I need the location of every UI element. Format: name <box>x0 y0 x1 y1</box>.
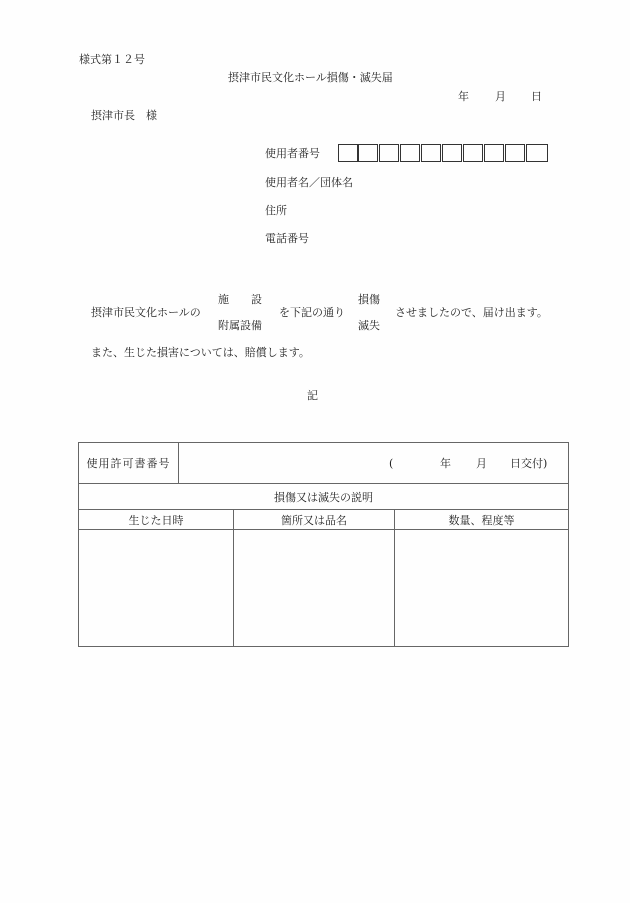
addressee: 摂津市長 様 <box>91 109 157 122</box>
statement-line2: また、生じた損害については、賠償します。 <box>91 346 310 359</box>
column-header-extent: 数量、程度等 <box>395 510 569 530</box>
permit-year-label: 年 <box>440 457 451 470</box>
digit-box[interactable] <box>505 144 525 162</box>
digit-box[interactable] <box>526 144 548 162</box>
page-title: 摂津市民文化ホール損傷・滅失届 <box>228 71 393 84</box>
option-equipment: 附属設備 <box>218 319 262 332</box>
permit-row <box>79 443 569 484</box>
digit-box[interactable] <box>421 144 441 162</box>
statement-suffix: させましたので、届け出ます。 <box>395 306 548 319</box>
permit-label: 使用許可書番号 <box>79 443 179 484</box>
damage-report-table <box>78 442 569 647</box>
digit-box[interactable] <box>400 144 420 162</box>
date-day-label: 日 <box>531 90 542 103</box>
date-year-label: 年 <box>458 90 469 103</box>
digit-box[interactable] <box>358 144 378 162</box>
permit-month-label: 月 <box>476 457 487 470</box>
form-number: 様式第１２号 <box>79 53 145 66</box>
permit-paren-open: ( <box>389 457 394 470</box>
digit-box[interactable] <box>338 144 358 162</box>
user-number-label: 使用者番号 <box>265 147 320 160</box>
digit-box[interactable] <box>442 144 462 162</box>
statement-prefix: 摂津市民文化ホールの <box>91 306 201 319</box>
digit-box[interactable] <box>463 144 483 162</box>
option-loss: 滅失 <box>358 319 380 332</box>
column-header-item: 箇所又は品名 <box>234 510 395 530</box>
table-row <box>79 530 569 647</box>
digit-box[interactable] <box>379 144 399 162</box>
item-cell[interactable] <box>234 530 395 647</box>
date-occurred-cell[interactable] <box>79 530 234 647</box>
ki-heading: 記 <box>307 389 318 402</box>
phone-label: 電話番号 <box>265 232 309 245</box>
section-title: 損傷又は滅失の説明 <box>79 484 569 510</box>
extent-cell[interactable] <box>395 530 569 647</box>
date-month-label: 月 <box>495 90 506 103</box>
permit-value-cell[interactable] <box>179 443 569 484</box>
option-facility: 施 設 <box>218 293 262 306</box>
permit-day-issued-label: 日交付) <box>510 457 548 470</box>
column-header-date: 生じた日時 <box>79 510 234 530</box>
statement-middle: を下記の通り <box>279 306 345 319</box>
digit-box[interactable] <box>484 144 504 162</box>
address-label: 住所 <box>265 204 287 217</box>
option-damage: 損傷 <box>358 293 380 306</box>
user-name-label: 使用者名／団体名 <box>265 176 353 189</box>
